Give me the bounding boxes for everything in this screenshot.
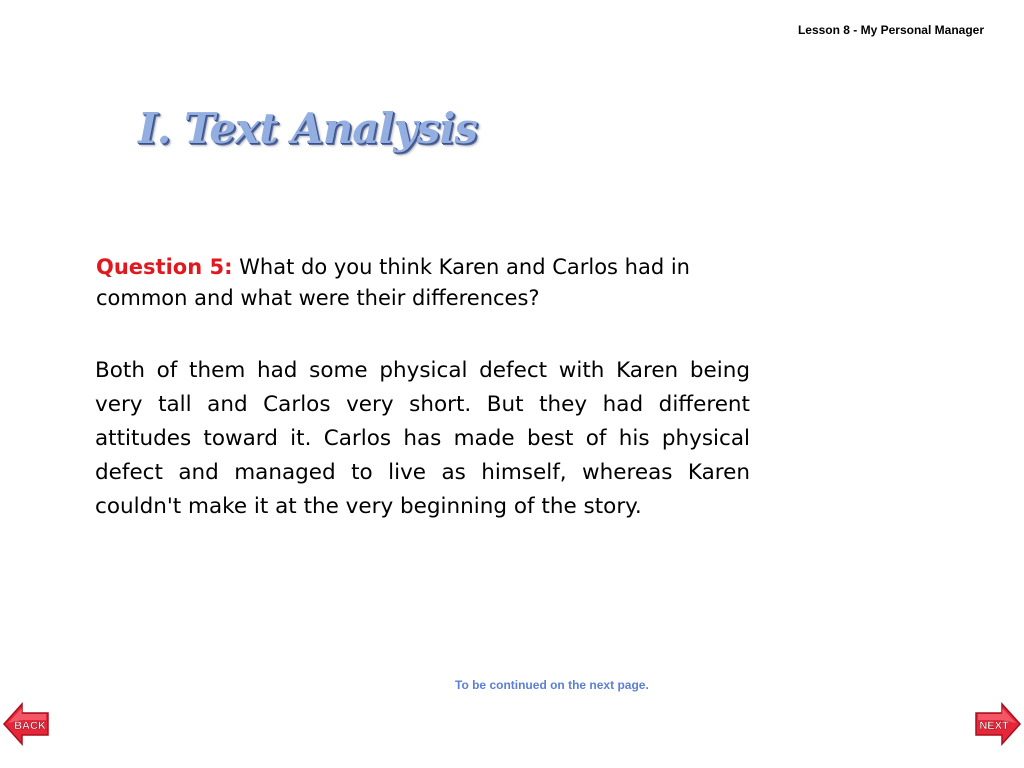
question-label: Question 5:	[96, 255, 233, 279]
lesson-header-label: Lesson 8 - My Personal Manager	[797, 23, 984, 37]
next-button-label: NEXT	[979, 720, 1009, 732]
continued-note: To be continued on the next page.	[455, 678, 649, 692]
answer-text: Both of them had some physical defect with Karen being very tall and Carlos very short. But they had different attitudes toward it. Carlos has made best of his physical defect and managed to live as himself, whereas Karen couldn't make it at the very beginning of the story.	[95, 358, 750, 519]
slide-title: I. Text Analysis	[138, 104, 478, 153]
next-button[interactable]	[974, 700, 1022, 748]
back-button[interactable]	[2, 700, 50, 748]
back-button-label: BACK	[14, 720, 46, 732]
arrow-right-icon	[974, 700, 1022, 748]
question-block	[96, 252, 756, 314]
question-text: What do you think Karen and Carlos had in common and what were their differences?	[96, 255, 690, 310]
arrow-left-icon	[2, 700, 50, 748]
